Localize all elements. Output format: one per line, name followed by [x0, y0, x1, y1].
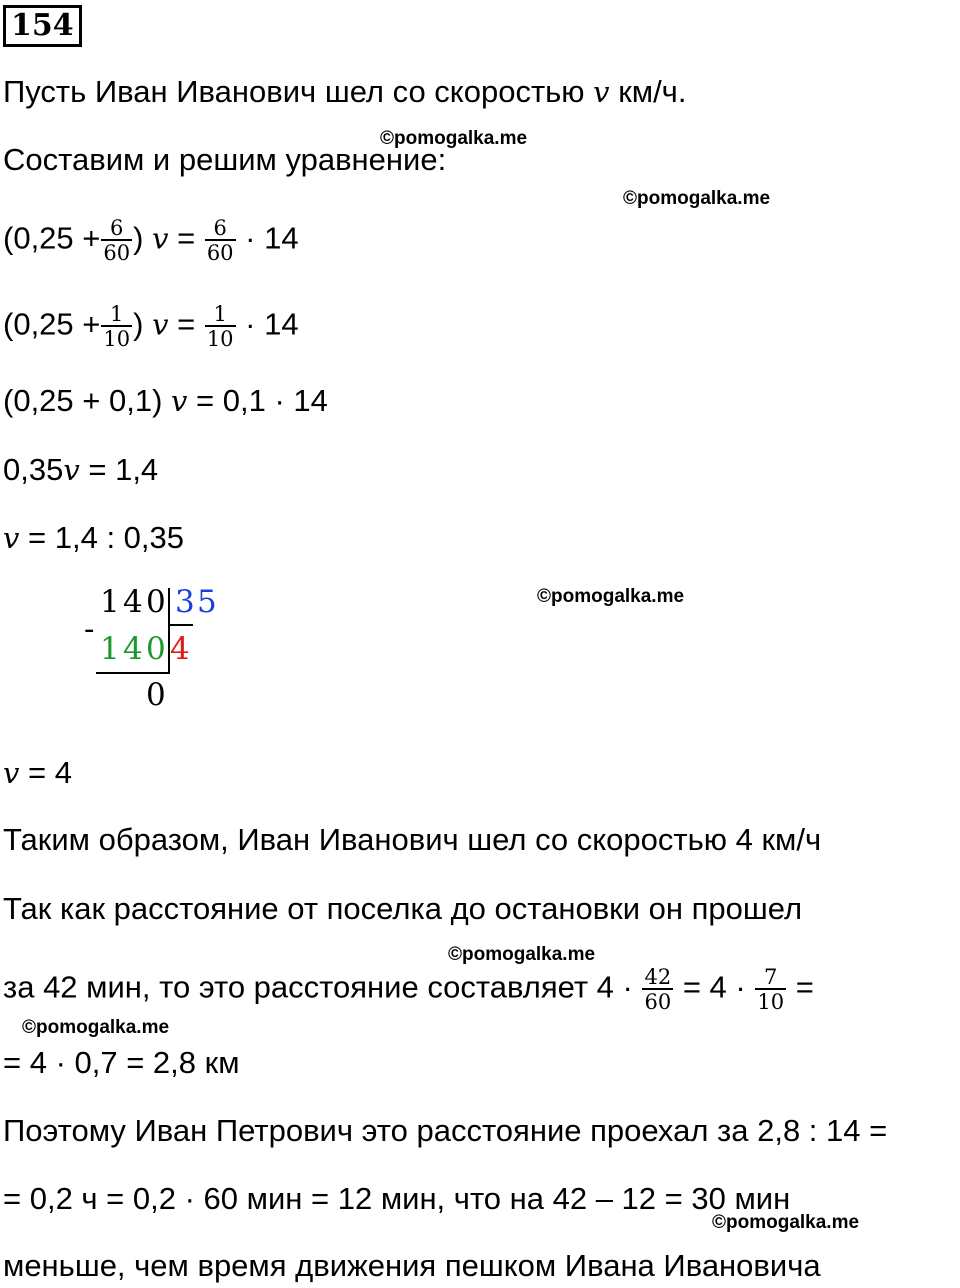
intro-unit: км/ч. — [618, 74, 687, 109]
equation-6 — [3, 753, 72, 793]
fraction — [101, 217, 132, 264]
variable-v: v — [152, 221, 169, 256]
equals: = — [177, 220, 196, 256]
eq6-right: = 4 — [28, 755, 72, 790]
paragraph-4: = 4 · 0,7 = 2,8 км — [3, 1045, 240, 1080]
divisor-digit: 5 — [197, 584, 217, 620]
numerator: 7 — [764, 965, 778, 989]
eq3-right: = 0,1 · 14 — [196, 383, 328, 418]
watermark: ©pomogalka.me — [448, 944, 596, 965]
fraction — [205, 303, 236, 350]
subtrahend-digit: 4 — [123, 631, 143, 667]
equation-4 — [3, 450, 158, 490]
numerator: 1 — [213, 302, 227, 326]
variable-v: v — [152, 307, 169, 342]
numerator: 6 — [110, 216, 124, 240]
division-vertical-line — [168, 588, 170, 674]
subtrahend-digit: 0 — [146, 631, 166, 667]
variable-v: v — [593, 75, 610, 109]
dividend-digit: 0 — [146, 584, 166, 620]
eq4-right: = 1,4 — [88, 452, 159, 487]
paragraph-5: Поэтому Иван Петрович это расстояние проехал за 2,8 : 14 = — [3, 1113, 888, 1148]
numerator: 42 — [644, 965, 672, 989]
denominator: 60 — [644, 990, 672, 1014]
variable-v: v — [3, 521, 20, 555]
watermark: ©pomogalka.me — [623, 188, 771, 209]
paragraph-6: = 0,2 ч = 0,2 · 60 мин = 12 мин, что на 42 – 12 = 30 мин — [3, 1181, 791, 1216]
setup-line: Составим и решим уравнение: — [3, 142, 447, 177]
dividend-digit: 1 — [100, 584, 120, 620]
variable-v: v — [3, 756, 20, 790]
paragraph-3 — [3, 965, 814, 1014]
eq2-left: (0,25 + — [3, 306, 101, 342]
p3-mid: = 4 · — [682, 969, 746, 1005]
fraction — [642, 966, 673, 1013]
denominator: 60 — [103, 241, 131, 265]
numerator: 1 — [110, 302, 124, 326]
equals: = — [177, 306, 196, 342]
minus-sign: - — [84, 611, 95, 647]
paren: ) — [133, 306, 144, 342]
variable-v: v — [63, 453, 80, 487]
equation-2 — [3, 302, 299, 351]
denominator: 10 — [103, 327, 131, 351]
denominator: 10 — [757, 990, 785, 1014]
denominator: 60 — [206, 241, 234, 265]
equation-5 — [3, 518, 184, 558]
paren: ) — [133, 220, 144, 256]
eq5-right: = 1,4 : 0,35 — [28, 520, 184, 555]
numerator: 6 — [213, 216, 227, 240]
watermark: ©pomogalka.me — [380, 128, 528, 149]
variable-v: v — [171, 384, 188, 418]
fraction — [205, 217, 236, 264]
problem-number: 154 — [3, 5, 82, 47]
intro-line — [3, 72, 686, 112]
eq3-left: (0,25 + 0,1) — [3, 383, 163, 418]
paragraph-7: меньше, чем время движения пешком Ивана Ивановича — [3, 1248, 821, 1283]
eq4-left: 0,35 — [3, 452, 64, 487]
paragraph-2: Так как расстояние от поселка до остановки он прошел — [3, 891, 803, 926]
watermark: ©pomogalka.me — [22, 1017, 170, 1038]
watermark: ©pomogalka.me — [712, 1212, 860, 1233]
fraction — [755, 966, 786, 1013]
denominator: 10 — [206, 327, 234, 351]
intro-text: Пусть Иван Иванович шел со скоростью — [3, 74, 585, 109]
eq1-right: · 14 — [245, 220, 299, 256]
eq1-left: (0,25 + — [3, 220, 101, 256]
quotient-digit: 4 — [170, 631, 190, 667]
p3-text: за 42 мин, то это расстояние составляет 4 · — [3, 969, 633, 1005]
fraction — [101, 303, 132, 350]
equation-3 — [3, 381, 328, 421]
remainder-digit: 0 — [146, 677, 166, 713]
paragraph-1: Таким образом, Иван Иванович шел со скоростью 4 км/ч — [3, 822, 822, 857]
eq2-right: · 14 — [245, 306, 299, 342]
division-quotient-line — [169, 624, 193, 626]
watermark: ©pomogalka.me — [537, 586, 685, 607]
subtrahend-digit: 1 — [100, 631, 120, 667]
division-result-line — [96, 672, 170, 674]
p3-end: = — [795, 969, 814, 1005]
divisor-digit: 3 — [175, 584, 195, 620]
dividend-digit: 4 — [123, 584, 143, 620]
equation-1 — [3, 216, 299, 265]
